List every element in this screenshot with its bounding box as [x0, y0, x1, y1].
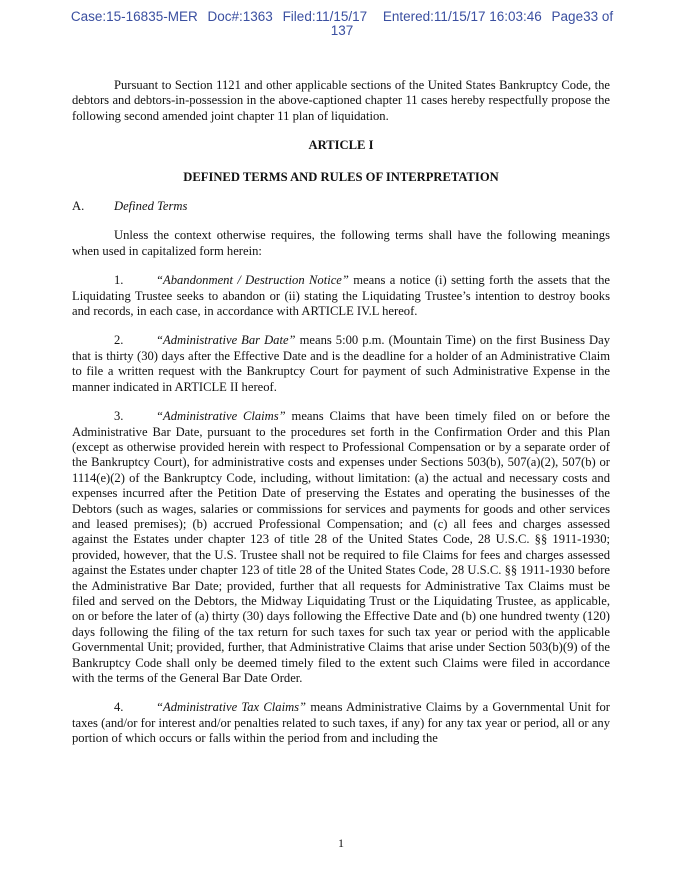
definition-item: [72, 333, 610, 395]
definition-text: means a notice (i) setting forth the assets that the Liquidating Trustee seeks to abandon or (ii) stating the Liquidating Trustee’s intention to destroy books and records, in each case, in accordance with ARTICLE IV.L hereof.: [72, 273, 610, 319]
case-number: Case:15-16835-MER: [70, 9, 198, 24]
definition-text: means Administrative Claims by a Governmental Unit for taxes (and/or for interest and/or penalties related to such taxes, if any) for any tax year or period, all or any portion of which occurs or falls within the period from and including the: [72, 700, 610, 746]
definition-number: 2.: [114, 333, 124, 348]
page-of: Page33 of: [551, 9, 614, 24]
definition-term: “Abandonment / Destruction Notice”: [156, 273, 349, 288]
lead-paragraph: Unless the context otherwise requires, the following terms shall have the following meanings when used in capitalized form herein:: [72, 228, 610, 258]
definition-term: “Administrative Tax Claims”: [156, 700, 307, 715]
intro-paragraph: Pursuant to Section 1121 and other applicable sections of the United States Bankruptcy Code, the debtors and debtors-in-possession in the above-captioned chapter 11 cases hereby respectfully propose the following second amended joint chapter 11 plan of liquidation.: [72, 78, 610, 123]
definition-text: means Claims that have been timely filed on or before the Administrative Bar Date, pursuant to the procedures set forth in the Confirmation Order and this Plan (except as otherwise provided herein with respect to Professional Compensation or by a separate order of the Bankruptcy Court), for administrative costs and expenses under Sections 503(b), 507(a)(2), 507(b) or 1114(e)(2) of the Bankruptcy Code, including, without limitation: (a) the actual and necessary costs and expenses incurred after the Petition Date of preserving the Estates and operating the businesses of the Debtors (such as wages, salaries or commissions for services and payments for goods and other services and leased premises); (b) accrued Professional Compensation; and (c) all fees and charges assessed against the Estates under chapter 123 of title 28 of the United States Code, 28 U.S.C. §§ 1911-1930; provided, however, that the U.S. Trustee shall not be required to file Claims for fees and charges assessed against the Estates under chapter 123 of title 28 of the United States Code, 28 U.S.C. §§ 1911-1930 before the Administrative Bar Date; provided, further that all requests for Administrative Tax Claims must be filed and served on the Debtors, the Midway Liquidating Trust or the Liquidating Trustee, as applicable, on or before the later of (a) thirty (30) days following the Effective Date and (b) one hundred twenty (120) days following the filing of the tax return for such taxes for such tax year or period with the applicable Governmental Unit; provided, further, that Administrative Claims that arise under Section 503(b)(9) of the Bankruptcy Code shall only be deemed timely filed to the extent such Claims were filed in accordance with the terms of the General Bar Date Order.: [72, 409, 610, 685]
page-total: 137: [330, 23, 354, 38]
definition-item: [72, 273, 610, 319]
entered-timestamp: Entered:11/15/17 16:03:46: [382, 9, 542, 24]
definition-text: means 5:00 p.m. (Mountain Time) on the first Business Day that is thirty (30) days after the Effective Date and is the deadline for a holder of an Administrative Claim to file a written request with the Bankruptcy Court for payment of such Administrative Expense in the manner indicated in ARTICLE II hereof.: [72, 333, 610, 394]
definition-term: “Administrative Bar Date”: [156, 333, 296, 348]
definition-term: “Administrative Claims”: [156, 409, 286, 424]
section-letter: A.: [72, 199, 85, 214]
definition-number: 3.: [114, 409, 124, 424]
definition-item: [72, 700, 610, 746]
definition-item: [72, 409, 610, 686]
document-body: [72, 78, 610, 761]
court-filing-header: [42, 10, 642, 38]
definition-number: 4.: [114, 700, 124, 715]
docket-number: Doc#:1363: [207, 9, 273, 24]
article-title: DEFINED TERMS AND RULES OF INTERPRETATION: [183, 169, 499, 184]
definition-number: 1.: [114, 273, 124, 288]
filed-date: Filed:11/15/17: [282, 9, 368, 24]
article-heading: ARTICLE I: [308, 138, 374, 153]
page-number: 1: [338, 836, 344, 850]
section-title: Defined Terms: [114, 199, 188, 214]
section-heading: [72, 199, 610, 214]
